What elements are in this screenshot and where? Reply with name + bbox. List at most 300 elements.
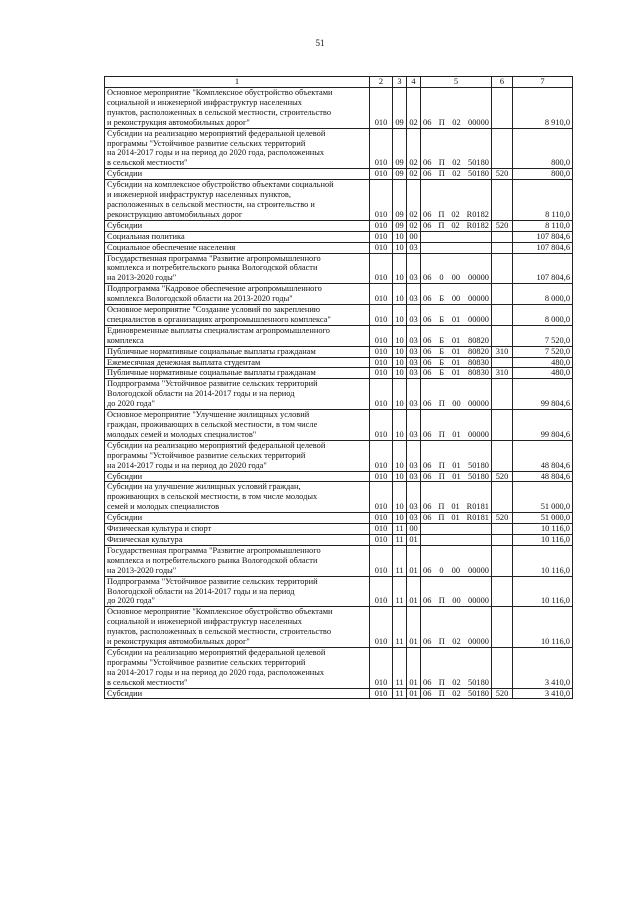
target-article-part-1: 06 [423, 565, 432, 575]
table-row [105, 440, 573, 471]
ministry-code: 010 [370, 231, 393, 242]
target-article-part-4: 00000 [468, 294, 489, 304]
table-row [105, 128, 573, 169]
row-name: Ежемесячная денежная выплата студентам [105, 357, 370, 368]
row-name: Государственная программа "Развитие агропромышленного комплекса и потребительского рынка Вологодской области на 2013-2020 годы" [105, 253, 370, 284]
target-article-part-4: 50180 [468, 169, 489, 179]
amount: 107 804,6 [513, 242, 573, 253]
expense-type-code [492, 325, 513, 346]
amount: 3 410,0 [513, 647, 573, 688]
subsection-code: 02 [407, 169, 421, 180]
section-code: 10 [393, 357, 407, 368]
header-expense-type: 6 [492, 77, 513, 88]
target-article-code [421, 471, 492, 482]
target-article-part-3: 01 [451, 314, 461, 324]
target-article-part-4: 80820 [468, 346, 489, 356]
target-article-part-2: П [438, 596, 445, 606]
amount: 10 116,0 [513, 576, 573, 607]
section-code: 10 [393, 253, 407, 284]
target-article-part-1: 06 [423, 502, 432, 512]
target-article-part-3: 00 [451, 294, 461, 304]
target-article-part-2: Б [439, 294, 445, 304]
expense-type-code [492, 128, 513, 169]
target-article-part-1: 06 [423, 314, 432, 324]
amount: 800,0 [513, 169, 573, 180]
target-article-part-4: 00000 [468, 429, 489, 439]
target-article-part-4: 80830 [468, 368, 489, 378]
subsection-code: 01 [407, 688, 421, 699]
target-article-part-3: 02 [451, 209, 460, 219]
amount: 99 804,6 [513, 379, 573, 410]
target-article-part-3: 01 [451, 346, 461, 356]
ministry-code: 010 [370, 576, 393, 607]
header-row [105, 77, 573, 88]
amount: 51 000,0 [513, 482, 573, 513]
target-article-part-2: Б [439, 368, 445, 378]
expense-type-code [492, 284, 513, 305]
target-article-part-3: 02 [451, 220, 460, 230]
target-article-part-2: Б [439, 314, 445, 324]
row-name: Субсидии на комплексное обустройство объектами социальной и инженерной инфраструктур населенных пунктов, расположенных в сельской местности, на строительство и реконструкцию автомобильных дорог [105, 180, 370, 221]
target-article-part-1: 06 [423, 513, 432, 523]
target-article-part-4: R0182 [466, 220, 489, 230]
amount: 7 520,0 [513, 325, 573, 346]
table-row [105, 305, 573, 326]
amount: 3 410,0 [513, 688, 573, 699]
target-article-code [421, 128, 492, 169]
target-article-code [421, 534, 492, 545]
ministry-code: 010 [370, 379, 393, 410]
target-article-part-2: П [438, 117, 445, 127]
subsection-code: 03 [407, 253, 421, 284]
target-article-part-4: 50180 [468, 460, 489, 470]
subsection-code: 00 [407, 231, 421, 242]
subsection-code: 03 [407, 284, 421, 305]
target-article-part-1: 06 [423, 357, 432, 367]
target-article-part-3: 01 [452, 460, 461, 470]
target-article-part-3: 01 [452, 429, 461, 439]
subsection-code: 03 [407, 368, 421, 379]
target-article-part-3: 01 [451, 513, 460, 523]
expense-type-code [492, 242, 513, 253]
target-article-part-4: 50180 [468, 677, 489, 687]
subsection-code: 02 [407, 88, 421, 129]
target-article-code [421, 482, 492, 513]
row-name: Государственная программа "Развитие агропромышленного комплекса и потребительского рынка Вологодской области на 2013-2020 годы" [105, 545, 370, 576]
expense-type-code [492, 231, 513, 242]
target-article-part-2: П [438, 677, 445, 687]
ministry-code: 010 [370, 410, 393, 441]
amount: 8 000,0 [513, 284, 573, 305]
target-article-part-2: Б [439, 346, 445, 356]
subsection-code: 01 [407, 545, 421, 576]
expense-type-code: 520 [492, 513, 513, 524]
row-name: Физическая культура [105, 534, 370, 545]
ministry-code: 010 [370, 524, 393, 535]
section-code: 11 [393, 524, 407, 535]
table-row [105, 513, 573, 524]
table-row [105, 534, 573, 545]
target-article-part-3: 01 [451, 335, 461, 345]
target-article-part-3: 00 [452, 399, 461, 409]
target-article-part-3: 02 [452, 637, 461, 647]
row-name: Субсидии [105, 513, 370, 524]
subsection-code: 03 [407, 410, 421, 441]
page-number: 51 [315, 38, 325, 48]
target-article-part-3: 00 [451, 565, 460, 575]
target-article-part-3: 02 [452, 677, 461, 687]
subsection-code: 01 [407, 576, 421, 607]
ministry-code: 010 [370, 471, 393, 482]
target-article-code [421, 688, 492, 699]
target-article-part-1: 06 [423, 169, 432, 179]
subsection-code: 01 [407, 647, 421, 688]
ministry-code: 010 [370, 545, 393, 576]
header-ministry: 2 [370, 77, 393, 88]
target-article-part-4: 50180 [468, 688, 489, 698]
expense-type-code [492, 647, 513, 688]
ministry-code: 010 [370, 88, 393, 129]
section-code: 10 [393, 513, 407, 524]
ministry-code: 010 [370, 534, 393, 545]
row-name: Социальная политика [105, 231, 370, 242]
ministry-code: 010 [370, 128, 393, 169]
target-article-part-1: 06 [423, 368, 432, 378]
ministry-code: 010 [370, 242, 393, 253]
row-name: Подпрограмма "Устойчивое развитие сельских территорий Вологодской области на 2014-2017 годы и на период до 2020 года" [105, 576, 370, 607]
expense-type-code [492, 379, 513, 410]
target-article-code [421, 88, 492, 129]
table-row [105, 346, 573, 357]
subsection-code: 02 [407, 220, 421, 231]
section-code: 10 [393, 346, 407, 357]
target-article-part-2: П [438, 399, 445, 409]
target-article-part-3: 01 [452, 471, 461, 481]
target-article-part-3: 00 [451, 273, 460, 283]
expense-type-code [492, 357, 513, 368]
row-name: Основное мероприятие "Улучшение жилищных условий граждан, проживающих в сельской местности, в том числе молодых семей и молодых специалистов" [105, 410, 370, 441]
section-code: 11 [393, 545, 407, 576]
table-row [105, 242, 573, 253]
section-code: 09 [393, 169, 407, 180]
expense-type-code [492, 180, 513, 221]
section-code: 11 [393, 607, 407, 648]
section-code: 11 [393, 576, 407, 607]
subsection-code: 03 [407, 471, 421, 482]
target-article-part-1: 06 [423, 220, 432, 230]
target-article-code [421, 220, 492, 231]
target-article-code [421, 410, 492, 441]
header-subsection: 4 [407, 77, 421, 88]
table-row [105, 688, 573, 699]
amount: 10 116,0 [513, 607, 573, 648]
ministry-code: 010 [370, 325, 393, 346]
table-row [105, 357, 573, 368]
section-code: 09 [393, 88, 407, 129]
row-name: Субсидии на реализацию мероприятий федеральной целевой программы "Устойчивое развитие сельских территорий на 2014-2017 годы и на период до 2020 года" [105, 440, 370, 471]
amount: 8 000,0 [513, 305, 573, 326]
header-name: 1 [105, 77, 370, 88]
target-article-part-1: 06 [423, 637, 432, 647]
amount: 7 520,0 [513, 346, 573, 357]
section-code: 09 [393, 180, 407, 221]
table-row [105, 410, 573, 441]
row-name: Субсидии [105, 220, 370, 231]
expense-type-code [492, 482, 513, 513]
target-article-part-1: 06 [423, 399, 432, 409]
amount: 10 116,0 [513, 524, 573, 535]
amount: 8 910,0 [513, 88, 573, 129]
target-article-part-1: 06 [423, 346, 432, 356]
target-article-part-1: 06 [423, 294, 432, 304]
target-article-part-1: 06 [423, 688, 432, 698]
target-article-code [421, 325, 492, 346]
target-article-part-2: П [438, 471, 445, 481]
table-row [105, 379, 573, 410]
target-article-part-3: 02 [452, 158, 461, 168]
amount: 480,0 [513, 357, 573, 368]
target-article-code [421, 524, 492, 535]
expense-type-code [492, 440, 513, 471]
table-row [105, 253, 573, 284]
row-name: Подпрограмма "Устойчивое развитие сельских территорий Вологодской области на 2014-2017 годы и на период до 2020 года" [105, 379, 370, 410]
target-article-part-2: П [438, 513, 445, 523]
target-article-part-4: 50180 [468, 158, 489, 168]
subsection-code: 03 [407, 440, 421, 471]
target-article-part-4: R0181 [466, 513, 489, 523]
target-article-part-4: 80830 [468, 357, 489, 367]
target-article-part-3: 00 [452, 596, 461, 606]
subsection-code: 01 [407, 607, 421, 648]
ministry-code: 010 [370, 357, 393, 368]
target-article-part-2: П [438, 637, 445, 647]
row-name: Основное мероприятие "Создание условий по закреплению специалистов в организациях агропромышленного комплекса" [105, 305, 370, 326]
target-article-part-2: 0 [439, 565, 444, 575]
subsection-code: 03 [407, 482, 421, 513]
target-article-part-2: Б [439, 357, 445, 367]
table-row [105, 231, 573, 242]
target-article-part-2: П [438, 169, 445, 179]
table-row [105, 647, 573, 688]
ministry-code: 010 [370, 513, 393, 524]
amount: 48 804,6 [513, 440, 573, 471]
table-row [105, 524, 573, 535]
row-name: Единовременные выплаты специалистам агропромышленного комплекса [105, 325, 370, 346]
target-article-part-1: 06 [423, 677, 432, 687]
amount: 480,0 [513, 368, 573, 379]
target-article-part-3: 01 [451, 368, 461, 378]
section-code: 10 [393, 482, 407, 513]
target-article-code [421, 545, 492, 576]
section-code: 10 [393, 368, 407, 379]
amount: 51 000,0 [513, 513, 573, 524]
target-article-code [421, 169, 492, 180]
subsection-code: 02 [407, 180, 421, 221]
ministry-code: 010 [370, 305, 393, 326]
section-code: 10 [393, 440, 407, 471]
subsection-code: 03 [407, 379, 421, 410]
target-article-part-1: 06 [423, 335, 432, 345]
expense-type-code: 310 [492, 368, 513, 379]
table-row [105, 325, 573, 346]
section-code: 10 [393, 231, 407, 242]
row-name: Физическая культура и спорт [105, 524, 370, 535]
target-article-code [421, 242, 492, 253]
target-article-code [421, 284, 492, 305]
expense-type-code [492, 305, 513, 326]
target-article-part-1: 06 [423, 471, 432, 481]
expense-type-code: 520 [492, 688, 513, 699]
table-row [105, 220, 573, 231]
expense-type-code: 520 [492, 169, 513, 180]
table-row [105, 88, 573, 129]
header-amount: 7 [513, 77, 573, 88]
target-article-code [421, 647, 492, 688]
target-article-code [421, 253, 492, 284]
target-article-code [421, 180, 492, 221]
subsection-code: 03 [407, 305, 421, 326]
target-article-part-1: 06 [423, 158, 432, 168]
target-article-part-3: 02 [452, 688, 461, 698]
target-article-part-2: П [438, 429, 445, 439]
subsection-code: 03 [407, 242, 421, 253]
target-article-part-4: 00000 [468, 314, 489, 324]
row-name: Субсидии [105, 688, 370, 699]
row-name: Подпрограмма "Кадровое обеспечение агропромышленного комплекса Вологодской области на 2013-2020 годы" [105, 284, 370, 305]
row-name: Публичные нормативные социальные выплаты гражданам [105, 346, 370, 357]
expense-type-code [492, 410, 513, 441]
row-name: Субсидии [105, 471, 370, 482]
ministry-code: 010 [370, 220, 393, 231]
amount: 10 116,0 [513, 534, 573, 545]
expense-type-code [492, 545, 513, 576]
section-code: 10 [393, 284, 407, 305]
section-code: 10 [393, 242, 407, 253]
ministry-code: 010 [370, 180, 393, 221]
table-row [105, 368, 573, 379]
expense-type-code: 520 [492, 471, 513, 482]
target-article-part-4: 00000 [468, 565, 489, 575]
table-row [105, 169, 573, 180]
amount: 99 804,6 [513, 410, 573, 441]
target-article-code [421, 513, 492, 524]
amount: 800,0 [513, 128, 573, 169]
section-code: 11 [393, 647, 407, 688]
target-article-part-3: 01 [451, 357, 461, 367]
ministry-code: 010 [370, 253, 393, 284]
target-article-part-2: П [438, 688, 445, 698]
row-name: Социальное обеспечение населения [105, 242, 370, 253]
target-article-part-4: 00000 [468, 117, 489, 127]
target-article-part-1: 06 [423, 273, 432, 283]
target-article-part-2: П [438, 209, 445, 219]
row-name: Публичные нормативные социальные выплаты гражданам [105, 368, 370, 379]
expense-type-code [492, 524, 513, 535]
target-article-part-4: 00000 [468, 596, 489, 606]
target-article-code [421, 305, 492, 326]
ministry-code: 010 [370, 346, 393, 357]
section-code: 10 [393, 379, 407, 410]
target-article-part-2: П [438, 460, 445, 470]
ministry-code: 010 [370, 688, 393, 699]
target-article-part-4: 50180 [468, 471, 489, 481]
target-article-part-4: R0181 [466, 502, 489, 512]
table-row [105, 471, 573, 482]
table-row [105, 284, 573, 305]
ministry-code: 010 [370, 284, 393, 305]
ministry-code: 010 [370, 169, 393, 180]
expense-type-code: 310 [492, 346, 513, 357]
section-code: 10 [393, 325, 407, 346]
ministry-code: 010 [370, 482, 393, 513]
amount: 8 110,0 [513, 180, 573, 221]
target-article-part-2: П [438, 158, 445, 168]
expense-type-code [492, 88, 513, 129]
section-code: 10 [393, 305, 407, 326]
target-article-code [421, 368, 492, 379]
target-article-part-1: 06 [423, 460, 432, 470]
expense-type-code [492, 576, 513, 607]
section-code: 09 [393, 220, 407, 231]
target-article-code [421, 607, 492, 648]
amount: 107 804,6 [513, 231, 573, 242]
header-section: 3 [393, 77, 407, 88]
target-article-part-2: Б [439, 335, 445, 345]
amount: 107 804,6 [513, 253, 573, 284]
target-article-code [421, 379, 492, 410]
target-article-part-4: 00000 [468, 273, 489, 283]
table-row [105, 545, 573, 576]
amount: 10 116,0 [513, 545, 573, 576]
target-article-code [421, 576, 492, 607]
expense-type-code [492, 534, 513, 545]
subsection-code: 03 [407, 325, 421, 346]
target-article-part-2: П [438, 220, 445, 230]
header-target-article: 5 [421, 77, 492, 88]
subsection-code: 00 [407, 524, 421, 535]
section-code: 10 [393, 471, 407, 482]
target-article-part-3: 02 [452, 169, 461, 179]
target-article-part-2: П [438, 502, 445, 512]
row-name: Субсидии на улучшение жилищных условий граждан, проживающих в сельской местности, в том числе молодых семей и молодых специалистов [105, 482, 370, 513]
expense-type-code [492, 253, 513, 284]
target-article-part-3: 02 [452, 117, 461, 127]
amount: 8 110,0 [513, 220, 573, 231]
row-name: Основное мероприятие "Комплексное обустройство объектами социальной и инженерной инфраструктур населенных пунктов, расположенных в сельской местности, строительство и реконструкция автомобильных дорог" [105, 88, 370, 129]
table-row [105, 576, 573, 607]
section-code: 11 [393, 688, 407, 699]
expense-type-code: 520 [492, 220, 513, 231]
table-row [105, 607, 573, 648]
target-article-part-1: 06 [423, 429, 432, 439]
row-name: Субсидии на реализацию мероприятий федеральной целевой программы "Устойчивое развитие сельских территорий на 2014-2017 годы и на период до 2020 года, расположенных в сельской местности" [105, 128, 370, 169]
target-article-part-1: 06 [423, 596, 432, 606]
section-code: 10 [393, 410, 407, 441]
ministry-code: 010 [370, 647, 393, 688]
target-article-part-4: 80820 [468, 335, 489, 345]
section-code: 09 [393, 128, 407, 169]
target-article-part-4: 00000 [468, 399, 489, 409]
target-article-part-1: 06 [423, 117, 432, 127]
subsection-code: 03 [407, 346, 421, 357]
expense-type-code [492, 607, 513, 648]
target-article-part-4: 00000 [468, 637, 489, 647]
target-article-part-3: 01 [451, 502, 460, 512]
table-row [105, 180, 573, 221]
subsection-code: 03 [407, 357, 421, 368]
target-article-code [421, 357, 492, 368]
section-code: 11 [393, 534, 407, 545]
